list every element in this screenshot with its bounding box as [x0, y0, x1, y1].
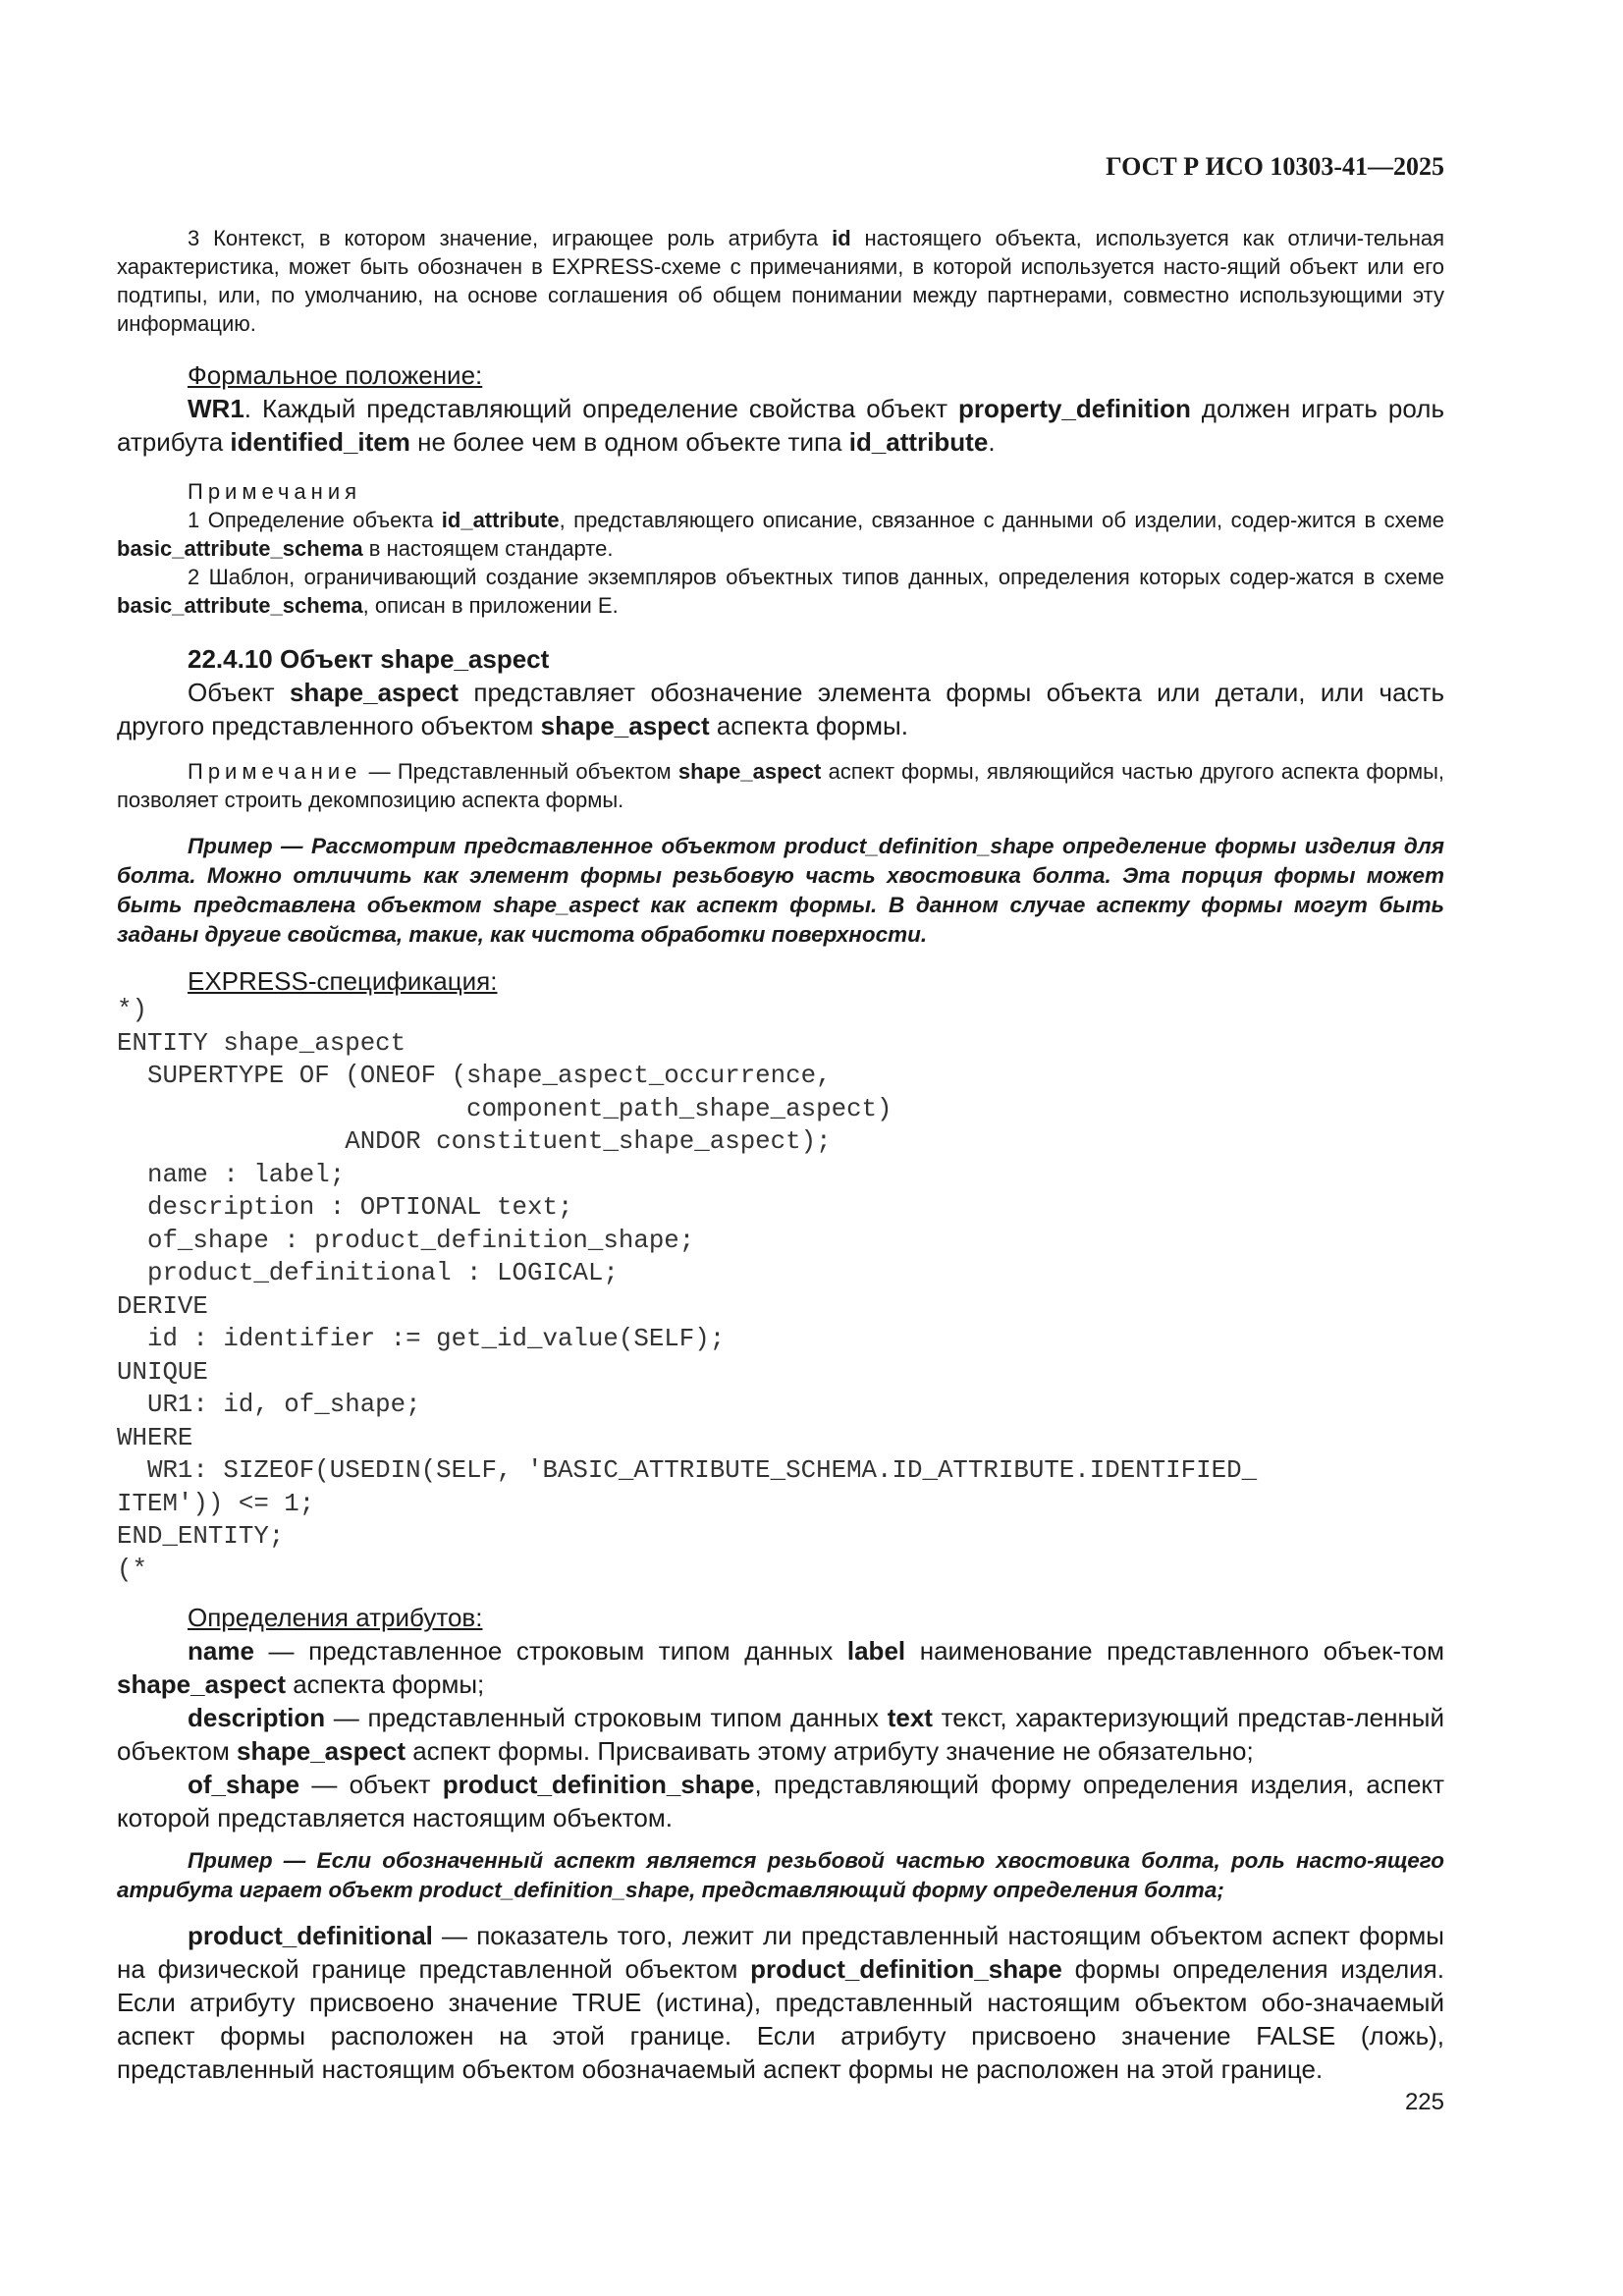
express-code: *) ENTITY shape_aspect SUPERTYPE OF (ONEOF (shape_aspect_occurrence, component_path_shape_aspect) ANDOR constituent_shape_aspect); name : label; description : OPTIONAL text; of_shape : product_definition_shape; product_definitional : LOGICAL; DERIVE id : identifier := get_id_value(SELF); UNIQUE UR1: id, of_shape; WHERE WR1: SIZEOF(USEDIN(SELF, 'BASIC_ATTRIBUTE_SCHEMA.ID_ATTRIBUTE.IDENTIFIED_ ITEM')) <= 1; END_ENTITY; (*	[117, 996, 1258, 1584]
example-1: Пример — Рассмотрим представленное объектом product_definition_shape определение формы изделия для болта. Можно отличить как элемент формы резьбовую часть хвостовика болта. Эта порция формы может быть представлена объектом shape_aspect как аспект формы. В данном случае аспекту формы могут быть заданы другие свойства, такие, как чистота обработки поверхности.	[117, 834, 1444, 947]
document-code-header: ГОСТ Р ИСО 10303-41—2025	[1106, 152, 1444, 181]
page-number: 225	[1404, 2089, 1444, 2115]
express-heading: EXPRESS-спецификация:	[188, 966, 498, 996]
example-2: Пример — Если обозначенный аспект является резьбовой частью хвостовика болта, роль насто-ящего атрибута играет объект product_definition_shape, представляющий форму определения болта;	[117, 1848, 1444, 1902]
product-definitional-definition: product_definitional — показатель того, лежит ли представленный настоящим объектом аспект формы на физической границе представленной объектом product_definition_shape формы определения изделия. Если атрибуту присвоено значение TRUE (истина), представленный настоящим объектом обо-значаемый аспект формы расположен на этой границе. Если атрибуту присвоено значение FALSE (ложь), представленный настоящим объектом обозначаемый аспект формы не расположен на этой границе.	[117, 1921, 1444, 2084]
attribute-definitions: Определения атрибутов: name — представленное строковым типом данных label наименование представленного объек-том shape_aspect аспекта формы; description — представленный строковым типом данных text текст, характеризующий представ-ленный объектом shape_aspect аспект формы. Присваивать этому атрибуту значение не обязательно; of_shape — объект product_definition_shape, представляющий форму определения изделия, аспект которой представляется настоящим объектом.	[117, 1603, 1444, 1832]
attrs-heading: Определения атрибутов:	[188, 1603, 483, 1632]
formal-proposition: Формальное положение: WR1. Каждый представляющий определение свойства объект property_definition должен играть роль атрибута identified_item не более чем в одном объекте типа id_attribute.	[117, 360, 1444, 457]
formal-heading: Формальное положение:	[188, 360, 483, 390]
notes-block: Примечания 1 Определение объекта id_attribute, представляющего описание, связанное с данными об изделии, содер-жится в схеме basic_attribute_schema в настоящем стандарте. 2 Шаблон, ограничивающий создание экземпляров объектных типов данных, определения которых содер-жатся в схеме basic_attribute_schema, описан в приложении E.	[117, 479, 1444, 618]
note-3: 3 Контекст, в котором значение, играющее роль атрибута id настоящего объекта, используется как отличи-тельная характеристика, может быть обозначен в EXPRESS-схеме с примечаниями, в которой используется насто-ящий объект или его подтипы, или, по умолчанию, на основе соглашения об общем понимании между партнерами, совместно использующими эту информацию.	[117, 226, 1444, 336]
section-22-4-10: 22.4.10 Объект shape_aspect Объект shape_aspect представляет обозначение элемента формы объекта или детали, или часть другого представленного объектом shape_aspect аспекта формы.	[117, 644, 1445, 740]
section-title: 22.4.10 Объект shape_aspect	[188, 644, 550, 674]
notes-heading: Примечания	[188, 479, 362, 504]
note-shape-aspect: Примечание — Представленный объектом shape_aspect аспект формы, являющийся частью другого аспекта формы, позволяет строить декомпозицию аспекта формы.	[117, 759, 1444, 812]
